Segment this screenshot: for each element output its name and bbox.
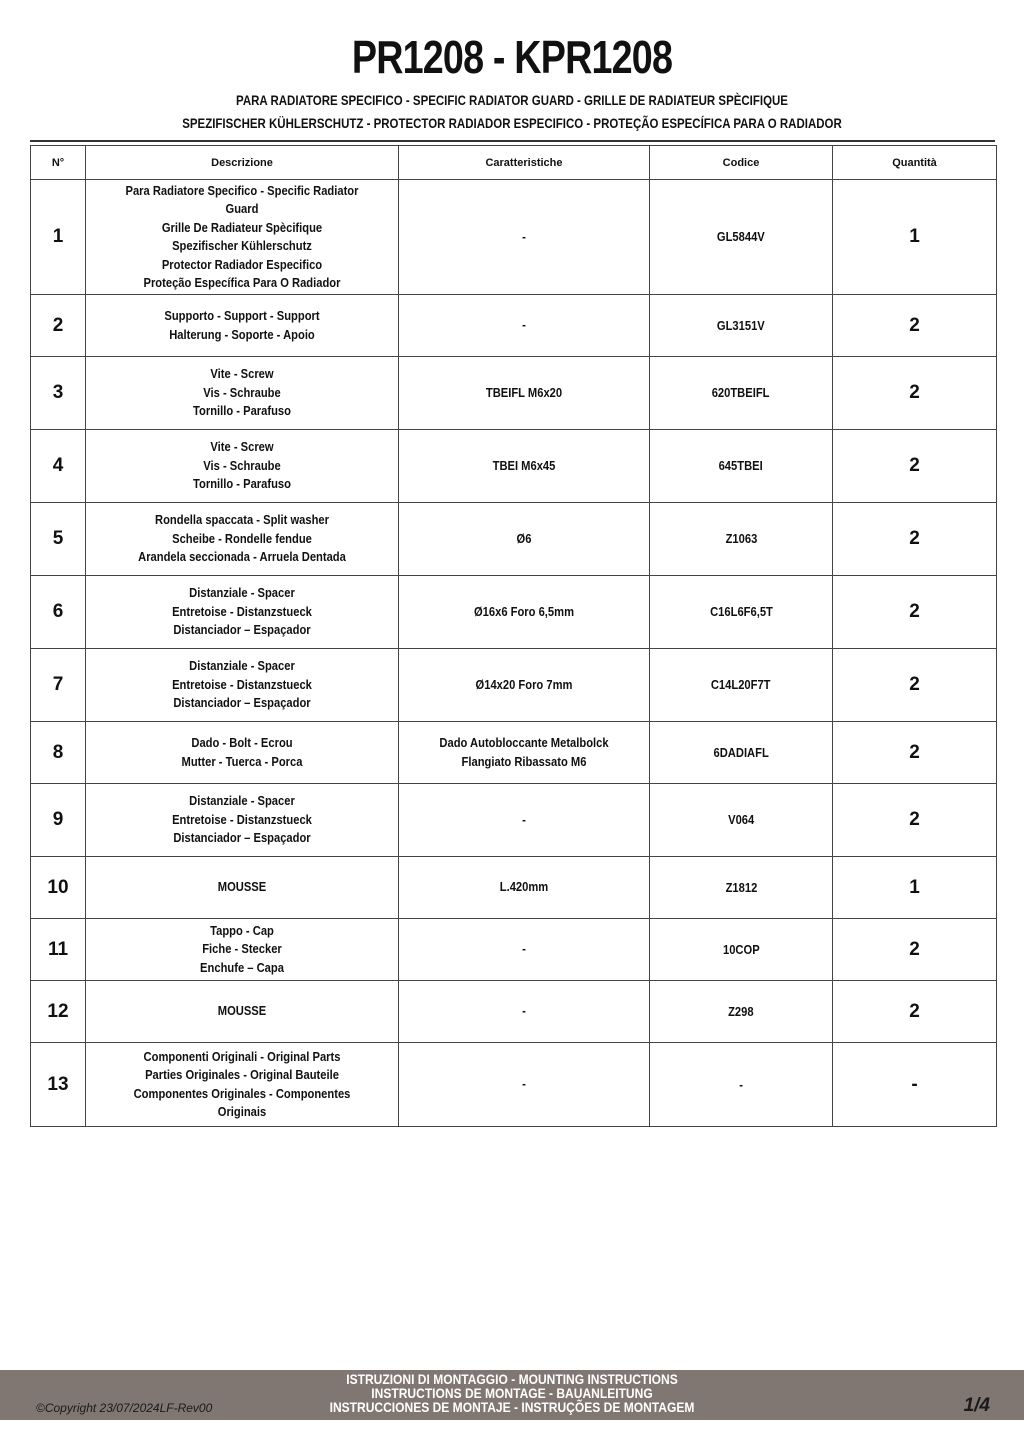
item-quantity: 2 xyxy=(833,576,997,649)
header-code: Codice xyxy=(650,146,833,180)
table-row xyxy=(31,576,997,649)
header-number: N° xyxy=(31,146,86,180)
description-line: Entretoise - Distanzstueck xyxy=(172,603,312,619)
description-line: Halterung - Soporte - Apoio xyxy=(169,326,315,342)
item-number: 2 xyxy=(31,295,86,357)
table-row xyxy=(31,295,997,357)
subtitle-line-2: SPEZIFISCHER KÜHLERSCHUTZ - PROTECTOR RADIADOR ESPECIFICO - PROTEÇÃO ESPECÍFICA PARA O RADIADOR xyxy=(182,115,842,131)
table-row xyxy=(31,857,997,919)
page-number: 1/4 xyxy=(963,1395,990,1416)
item-number: 5 xyxy=(31,503,86,576)
item-quantity: 2 xyxy=(833,919,997,981)
description-line: Mutter - Tuerca - Porca xyxy=(181,753,303,769)
description-line: Scheibe - Rondelle fendue xyxy=(172,530,312,546)
item-code-cell xyxy=(650,722,833,784)
description-line: Tornillo - Parafuso xyxy=(193,403,291,419)
description-line: MOUSSE xyxy=(217,1003,267,1019)
item-characteristics xyxy=(399,784,650,857)
item-number: 3 xyxy=(31,357,86,430)
item-description xyxy=(86,722,399,784)
item-number: 12 xyxy=(31,981,86,1043)
item-code: - xyxy=(739,1076,743,1092)
characteristics-line: L.420mm xyxy=(499,879,549,895)
item-code: V064 xyxy=(727,812,755,827)
table-row xyxy=(31,919,997,981)
description-line: Grille De Radiateur Spècifique xyxy=(161,219,323,235)
copyright-text: ©Copyright 23/07/2024LF-Rev00 xyxy=(36,1401,213,1415)
item-description xyxy=(86,357,399,430)
footer-line-2: INSTRUCTIONS DE MONTAGE - BAUANLEITUNG xyxy=(371,1385,653,1401)
header-description: Descrizione xyxy=(86,146,399,180)
item-code: Z1063 xyxy=(725,531,757,546)
characteristics-line: - xyxy=(522,1003,526,1019)
description-line: Distanziale - Spacer xyxy=(189,585,295,601)
characteristics-line: - xyxy=(522,228,526,244)
item-number: 4 xyxy=(31,430,86,503)
item-code-cell xyxy=(650,295,833,357)
description-line: Proteção Específica Para O Radiador xyxy=(143,275,341,290)
item-number: 7 xyxy=(31,649,86,722)
item-characteristics xyxy=(399,576,650,649)
characteristics-line: Ø6 xyxy=(516,530,532,546)
description-line: Para Radiatore Specifico - Specific Radiator Guard xyxy=(125,182,359,216)
item-code-cell xyxy=(650,503,833,576)
item-description xyxy=(86,1043,399,1127)
description-line: Distanciador – Espaçador xyxy=(173,622,311,638)
item-code: Z1812 xyxy=(725,879,757,895)
item-description xyxy=(86,180,399,295)
description-line: Fiche - Stecker xyxy=(202,941,282,957)
header-divider xyxy=(30,140,995,142)
description-line: Distanziale - Spacer xyxy=(189,793,295,809)
footer-line-1: ISTRUZIONI DI MONTAGGIO - MOUNTING INSTRUCTIONS xyxy=(346,1371,678,1387)
item-code-cell xyxy=(650,1043,833,1127)
item-number: 13 xyxy=(31,1043,86,1127)
item-quantity: 2 xyxy=(833,357,997,430)
item-characteristics xyxy=(399,722,650,784)
item-quantity: 1 xyxy=(833,180,997,295)
description-line: Vite - Screw xyxy=(210,366,274,382)
description-line: Vite - Screw xyxy=(210,439,274,455)
characteristics-line: Ø16x6 Foro 6,5mm xyxy=(473,603,575,619)
item-code: 620TBEIFL xyxy=(712,385,770,400)
item-code-cell xyxy=(650,784,833,857)
item-characteristics xyxy=(399,981,650,1043)
item-characteristics xyxy=(399,857,650,919)
item-number: 6 xyxy=(31,576,86,649)
table-row xyxy=(31,981,997,1043)
description-line: Rondella spaccata - Split washer xyxy=(155,512,329,528)
characteristics-line: - xyxy=(522,941,526,957)
item-code-cell xyxy=(650,857,833,919)
item-description xyxy=(86,857,399,919)
characteristics-line: Dado Autobloccante Metalbolck xyxy=(439,735,609,750)
item-quantity: 2 xyxy=(833,430,997,503)
item-description xyxy=(86,981,399,1043)
item-code: GL3151V xyxy=(717,317,765,333)
description-line: Parties Originales - Original Bauteile xyxy=(145,1067,339,1082)
characteristics-line: TBEIFL M6x20 xyxy=(485,384,563,400)
item-quantity: 2 xyxy=(833,784,997,857)
item-description xyxy=(86,784,399,857)
description-line: Vis - Schraube xyxy=(203,384,281,400)
item-code-cell xyxy=(650,357,833,430)
footer-bar xyxy=(0,1370,1024,1420)
item-characteristics xyxy=(399,649,650,722)
description-line: Entretoise - Distanzstueck xyxy=(172,676,312,692)
item-characteristics xyxy=(399,295,650,357)
document-title: PR1208 - KPR1208 xyxy=(351,31,673,83)
item-number: 1 xyxy=(31,180,86,295)
description-line: Dado - Bolt - Ecrou xyxy=(191,735,293,750)
item-code: C14L20F7T xyxy=(711,677,771,692)
table-header-row xyxy=(31,146,997,180)
table-row xyxy=(31,784,997,857)
item-number: 11 xyxy=(31,919,86,981)
item-description xyxy=(86,295,399,357)
table-row xyxy=(31,1043,997,1127)
description-line: Enchufe – Capa xyxy=(200,959,284,975)
description-line: Supporto - Support - Support xyxy=(164,308,320,323)
item-description xyxy=(86,576,399,649)
item-quantity: 2 xyxy=(833,649,997,722)
item-quantity: 2 xyxy=(833,981,997,1043)
item-description xyxy=(86,919,399,981)
table-row xyxy=(31,503,997,576)
item-description xyxy=(86,649,399,722)
description-line: Protector Radiador Especifico xyxy=(161,256,323,272)
item-code-cell xyxy=(650,180,833,295)
description-line: Componenti Originali - Original Parts xyxy=(143,1048,341,1064)
description-line: Entretoise - Distanzstueck xyxy=(172,811,312,827)
characteristics-line: - xyxy=(522,811,526,827)
item-characteristics xyxy=(399,357,650,430)
table-row xyxy=(31,430,997,503)
subtitle-line-1: PARA RADIATORE SPECIFICO - SPECIFIC RADIATOR GUARD - GRILLE DE RADIATEUR SPÈCIFIQUE xyxy=(236,92,788,108)
item-code: Z298 xyxy=(728,1003,754,1019)
description-line: Componentes Originales - Componentes Originais xyxy=(133,1085,351,1119)
characteristics-line: Flangiato Ribassato M6 xyxy=(461,753,587,769)
characteristics-line: - xyxy=(522,317,526,333)
item-number: 8 xyxy=(31,722,86,784)
item-quantity: 1 xyxy=(833,857,997,919)
table-row xyxy=(31,357,997,430)
description-line: Distanziale - Spacer xyxy=(189,658,295,674)
item-code-cell xyxy=(650,919,833,981)
header-quantity: Quantità xyxy=(833,146,997,180)
characteristics-line: Ø14x20 Foro 7mm xyxy=(475,676,573,692)
description-line: Vis - Schraube xyxy=(203,457,281,473)
item-code: 645TBEI xyxy=(718,458,764,473)
item-quantity: 2 xyxy=(833,503,997,576)
parts-table xyxy=(30,145,997,1127)
item-description xyxy=(86,430,399,503)
description-line: Distanciador – Espaçador xyxy=(173,830,311,846)
footer-line-3: INSTRUCCIONES DE MONTAJE - INSTRUÇÕES DE MONTAGEM xyxy=(329,1399,695,1415)
table-body xyxy=(31,180,997,1127)
item-number: 9 xyxy=(31,784,86,857)
description-line: MOUSSE xyxy=(217,879,267,895)
table-row xyxy=(31,180,997,295)
item-quantity: - xyxy=(833,1043,997,1127)
item-code-cell xyxy=(650,430,833,503)
item-code-cell xyxy=(650,649,833,722)
description-line: Distanciador – Espaçador xyxy=(173,695,311,711)
table-row xyxy=(31,722,997,784)
item-quantity: 2 xyxy=(833,295,997,357)
table-row xyxy=(31,649,997,722)
item-characteristics xyxy=(399,1043,650,1127)
characteristics-line: - xyxy=(522,1076,526,1092)
item-description xyxy=(86,503,399,576)
item-code: GL5844V xyxy=(717,229,765,244)
item-code: 6DADIAFL xyxy=(713,744,769,760)
item-code: C16L6F6,5T xyxy=(709,604,773,619)
item-code-cell xyxy=(650,576,833,649)
item-quantity: 2 xyxy=(833,722,997,784)
item-characteristics xyxy=(399,180,650,295)
header-characteristics: Caratteristiche xyxy=(399,146,650,180)
item-code: 10COP xyxy=(722,941,760,957)
item-characteristics xyxy=(399,919,650,981)
item-characteristics xyxy=(399,503,650,576)
description-line: Spezifischer Kühlerschutz xyxy=(172,238,312,253)
characteristics-line: TBEI M6x45 xyxy=(492,457,556,473)
item-code-cell xyxy=(650,981,833,1043)
item-number: 10 xyxy=(31,857,86,919)
description-line: Arandela seccionada - Arruela Dentada xyxy=(138,549,346,565)
description-line: Tappo - Cap xyxy=(210,922,274,938)
item-characteristics xyxy=(399,430,650,503)
description-line: Tornillo - Parafuso xyxy=(193,476,291,492)
